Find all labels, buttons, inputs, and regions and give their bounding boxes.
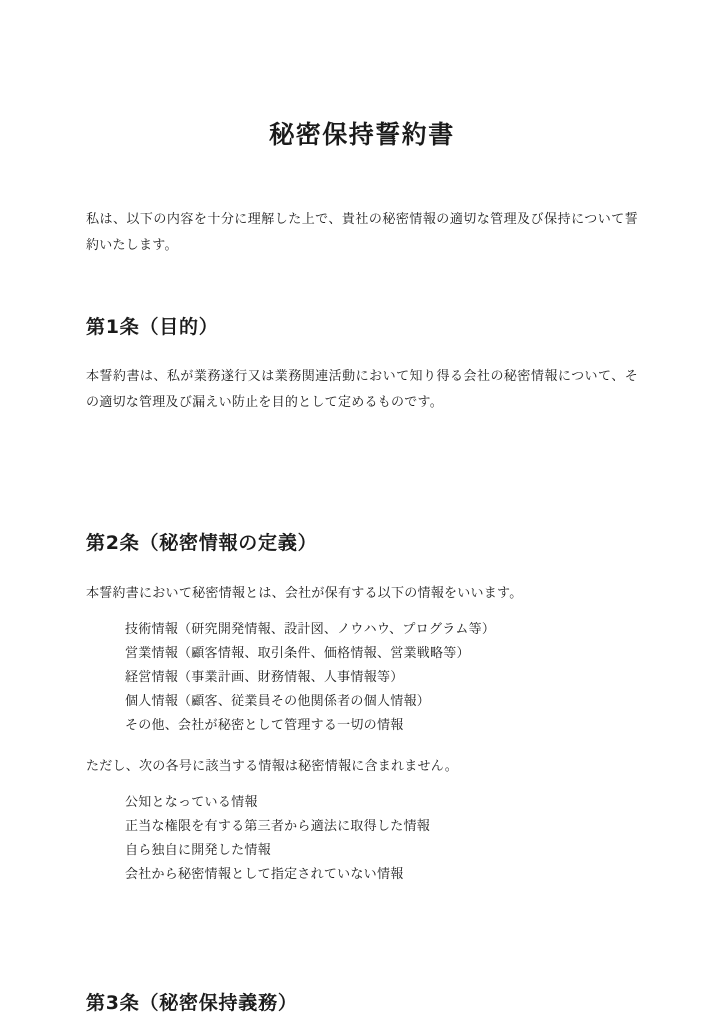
list-item: 正当な権限を有する第三者から適法に取得した情報 (125, 819, 430, 835)
list-item: 技術情報（研究開発情報、設計図、ノウハウ、プログラム等） (125, 622, 496, 638)
list-item: 個人情報（顧客、従業員その他関係者の個人情報） (125, 694, 430, 710)
article-3-heading: 第3条（秘密保持義務） (86, 992, 298, 1015)
secret-info-list (86, 606, 638, 738)
article-2-lead: 本誓約書において秘密情報とは、会社が保有する以下の情報をいいます。 (86, 586, 523, 602)
article-1-body: 本誓約書は、私が業務遂行又は業務関連活動において知り得る会社の秘密情報について、その適切な管理及び漏えい防止を目的として定めるものです。 (86, 368, 638, 411)
intro-paragraph: 私は、以下の内容を十分に理解した上で、貴社の秘密情報の適切な管理及び保持について誓約いたします。 (86, 211, 638, 254)
list-item: 自ら独自に開発した情報 (125, 843, 271, 859)
list-item: 公知となっている情報 (125, 795, 258, 811)
list-item: 会社から秘密情報として指定されていない情報 (125, 867, 404, 883)
list-item: 経営情報（事業計画、財務情報、人事情報等） (125, 670, 404, 686)
document-content (86, 0, 638, 1018)
list-item: 営業情報（顧客情報、取引条件、価格情報、営業戦略等） (125, 646, 470, 662)
article-2-exception-lead: ただし、次の各号に該当する情報は秘密情報に含まれません。 (86, 759, 459, 775)
exception-list (86, 779, 638, 887)
list-item: その他、会社が秘密として管理する一切の情報 (125, 718, 404, 734)
article-2-heading: 第2条（秘密情報の定義） (86, 531, 318, 554)
page-title: 秘密保持誓約書 (269, 120, 455, 149)
article-1-heading: 第1条（目的） (86, 316, 219, 339)
